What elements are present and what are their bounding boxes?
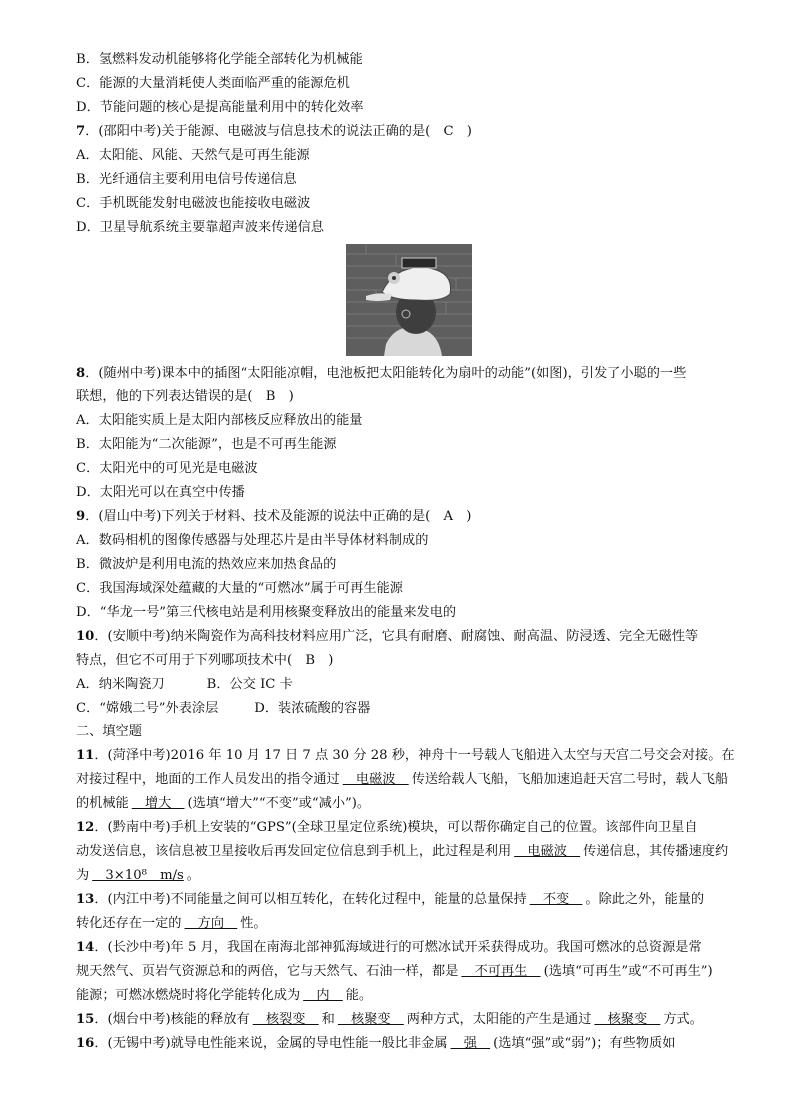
- answer-blank: 方向: [184, 916, 238, 931]
- option-line: C．能源的大量消耗使人类面临严重的能源危机: [76, 76, 350, 91]
- option-line: D．“华龙一号”第三代核电站是利用核聚变释放出的能量来发电的: [76, 605, 457, 620]
- option-row: [76, 698, 776, 720]
- question-text: ．(邵阳中考)关于能源、电磁波与信息技术的说法正确的是( C ): [85, 124, 472, 139]
- text: 动发送信息，该信息被卫星接收后再发回定位信息到手机上，此过程是利用: [76, 844, 512, 859]
- option-line: A．数码相机的图像传感器与处理芯片是由半导体材料制成的: [76, 533, 429, 548]
- question-number: 10: [76, 629, 95, 644]
- answer-blank: 3×10⁸ m/s: [92, 868, 184, 883]
- question-14-stem: [76, 937, 776, 959]
- text: (选填“可再生”或“不可再生”): [543, 964, 713, 979]
- option-line: B．太阳能为“二次能源”，也是不可再生能源: [76, 437, 337, 452]
- text: 传递信息，其传播速度约: [583, 844, 729, 859]
- question-12-line2: [76, 841, 776, 863]
- question-14-line3: [76, 985, 776, 1007]
- question-text: ．(安顺中考)纳米陶瓷作为高科技材料应用广泛，它具有耐磨、耐腐蚀、耐高温、防浸透、完全无磁性等: [94, 629, 699, 644]
- answer-blank: 强: [450, 1036, 491, 1051]
- text: 。: [186, 868, 200, 883]
- option-d: D．装浓硫酸的容器: [254, 701, 371, 716]
- question-text: ．(菏泽中考)2016 年 10 月 17 日 7 点 30 分 28 秒，神舟十一号载人飞船进入太空与天宫二号交会对接。在: [94, 748, 735, 763]
- answer-blank: 核聚变: [337, 1012, 404, 1027]
- option-line: D．卫星导航系统主要靠超声波来传递信息: [76, 220, 324, 235]
- question-number: 7: [76, 124, 86, 139]
- text: 性。: [240, 916, 267, 931]
- question-9-stem: [76, 506, 776, 528]
- question-10-stem: [76, 626, 776, 648]
- question-text: ．(随州中考)课本中的插图“太阳能凉帽，电池板把太阳能转化为扇叶的动能”(如图)，引发了小聪的一些: [85, 366, 687, 381]
- text: 。除此之外，能量的: [585, 892, 705, 907]
- question-11-line2: [76, 769, 776, 791]
- text: (选填“增大”“不变”或“减小”)。: [187, 796, 371, 811]
- answer-blank: 电磁波: [342, 772, 409, 787]
- text: 传送给载人飞船，飞船加速追赶天宫二号时，载人飞船: [411, 772, 729, 787]
- photo-illustration: [346, 244, 472, 356]
- question-12-line3: [76, 865, 776, 887]
- question-text: ．(眉山中考)下列关于材料、技术及能源的说法中正确的是( A ): [85, 509, 472, 524]
- question-11-stem: [76, 745, 776, 767]
- text: ．(烟台中考)核能的释放有: [94, 1012, 250, 1027]
- question-8-stem: [76, 363, 776, 385]
- solar-fan-cap-photo: [346, 244, 472, 356]
- answer-blank: 核聚变: [594, 1012, 661, 1027]
- question-13-line2: [76, 913, 776, 935]
- text: 的机械能: [76, 796, 129, 811]
- question-15-stem: [76, 1009, 776, 1031]
- option-c: C．“嫦娥二号”外表涂层: [76, 701, 219, 716]
- question-number: 14: [76, 940, 95, 955]
- text: 对接过程中，地面的工作人员发出的指令通过: [76, 772, 340, 787]
- text: 和: [321, 1012, 335, 1027]
- text: 转化还存在一定的: [76, 916, 182, 931]
- question-number: 15: [76, 1012, 95, 1027]
- question-11-line3: [76, 793, 776, 815]
- option-line: C．我国海域深处蕴藏的大量的“可燃冰”属于可再生能源: [76, 581, 403, 596]
- option-line: A．太阳能、风能、天然气是可再生能源: [76, 148, 310, 163]
- text: (选填“强”或“弱”)；有些物质如: [493, 1036, 676, 1051]
- question-8-stem-cont: 联想，他的下列表达错误的是( B ): [76, 389, 294, 404]
- question-number: 9: [76, 509, 86, 524]
- text: 方式。: [663, 1012, 703, 1027]
- question-12-stem: [76, 817, 776, 839]
- answer-blank: 核裂变: [252, 1012, 319, 1027]
- text: 为: [76, 868, 90, 883]
- question-number: 12: [76, 820, 95, 835]
- text: ．(内江中考)不同能量之间可以相互转化，在转化过程中，能量的总量保持: [94, 892, 527, 907]
- question-text: ．(黔南中考)手机上安装的“GPS”(全球卫星定位系统)模块，可以帮你确定自己的位置。该部件向卫星自: [94, 820, 698, 835]
- option-line: D．节能问题的核心是提高能量利用中的转化效率: [76, 100, 364, 115]
- answer-blank: 电磁波: [514, 844, 581, 859]
- question-number: 16: [76, 1036, 95, 1051]
- question-number: 11: [76, 748, 95, 763]
- question-number: 8: [76, 366, 86, 381]
- question-text: ．(长沙中考)年 5 月，我国在南海北部神狐海域进行的可燃冰试开采获得成功。我国可燃冰的总资源是常: [94, 940, 702, 955]
- answer-blank: 增大: [131, 796, 185, 811]
- answer-blank: 内: [303, 988, 343, 1003]
- question-13-stem: [76, 889, 776, 911]
- question-10-stem-cont: 特点，但它不可用于下列哪项技术中( B ): [76, 653, 334, 668]
- answer-blank: 不变: [529, 892, 583, 907]
- question-7-stem: [76, 121, 776, 143]
- text: 能。: [345, 988, 373, 1003]
- option-line: B．微波炉是利用电流的热效应来加热食品的: [76, 557, 337, 572]
- option-line: C．太阳光中的可见光是电磁波: [76, 461, 258, 476]
- option-line: D．太阳光可以在真空中传播: [76, 485, 245, 500]
- text: 能源；可燃冰燃烧时将化学能转化成为: [76, 988, 301, 1003]
- question-14-line2: [76, 961, 776, 983]
- option-line: A．太阳能实质上是太阳内部核反应释放出的能量: [76, 413, 363, 428]
- option-a: A．纳米陶瓷刀: [76, 677, 165, 692]
- question-16-stem: [76, 1033, 776, 1055]
- option-line: B．光纤通信主要利用电信号传递信息: [76, 172, 297, 187]
- option-line: C．手机既能发射电磁波也能接收电磁波: [76, 196, 311, 211]
- text: 规天然气、页岩气资源总和的两倍，它与天然气、石油一样，都是: [76, 964, 459, 979]
- answer-blank: 不可再生: [461, 964, 541, 979]
- question-number: 13: [76, 892, 95, 907]
- text: 两种方式，太阳能的产生是通过: [406, 1012, 592, 1027]
- option-row: [76, 674, 776, 696]
- option-b: B．公交 IC 卡: [206, 677, 293, 692]
- section-heading: 二、填空题: [76, 724, 142, 739]
- option-line: B．氢燃料发动机能够将化学能全部转化为机械能: [76, 52, 363, 67]
- text: ．(无锡中考)就导电性能来说，金属的导电性能一般比非金属: [94, 1036, 448, 1051]
